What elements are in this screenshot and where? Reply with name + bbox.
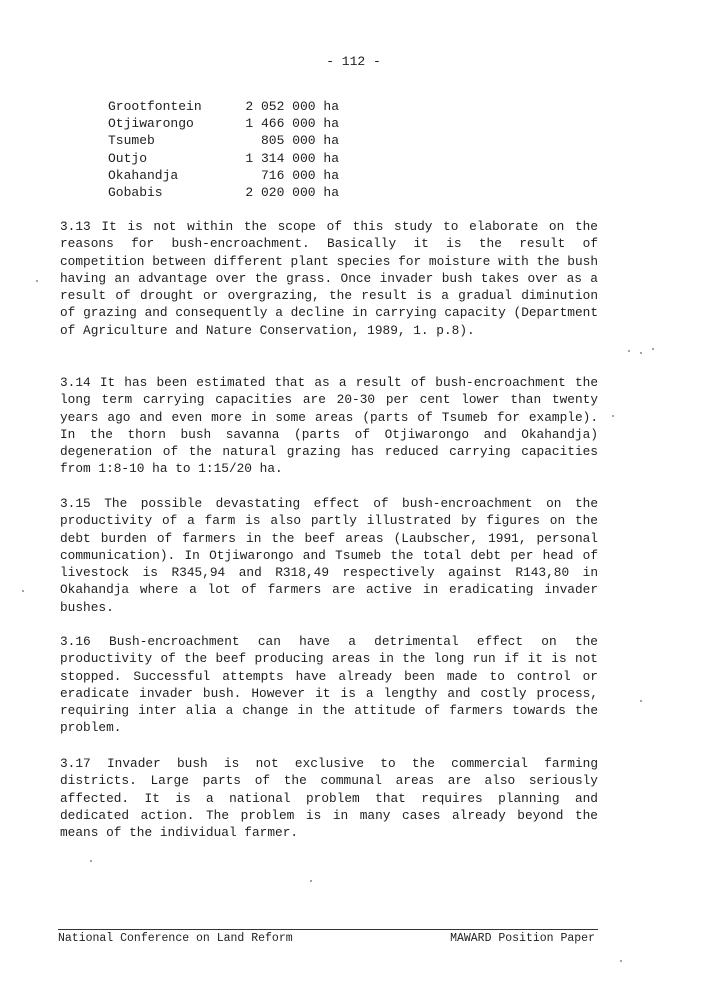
scan-speck [310,880,312,882]
scan-speck [90,860,92,862]
table-row [108,115,339,132]
page-number: - 112 - [326,54,381,69]
district-name: Otjiwarongo [108,116,194,132]
paragraph-3-17: 3.17 Invader bush is not exclusive to the commercial farming districts. Large parts of the communal areas are also seriously affected. It is a national problem that requires planning and dedicated action. The problem is in many cases already beyond the means of the individual farmer. [60,756,598,841]
paragraph-3-13: 3.13 It is not within the scope of this study to elaborate on the reasons for bush-encroachment. Basically it is the result of competition between different plant species for moisture with the bush having an advantage over the grass. Once invader bush takes over as a result of drought or overgrazing, the result is a gradual diminution of grazing and consequently a decline in carrying capacity (Department of Agriculture and Nature Conservation, 1989, 1. p.8). [60,219,598,338]
district-area: 1 466 000 ha [245,116,339,132]
district-area-table [108,98,339,201]
district-area: 2 052 000 ha [245,99,339,114]
table-row [108,132,339,149]
scan-speck [36,280,38,282]
district-area: 1 314 000 ha [245,150,339,166]
scan-speck [612,415,614,417]
table-row [108,167,339,184]
district-name: Okahandja [108,167,179,183]
scan-speck [652,348,654,350]
scan-speck [620,960,622,962]
district-area: 805 000 ha [260,133,339,149]
table-row [108,150,339,167]
paragraph-3-16: 3.16 Bush-encroachment can have a detrimental effect on the productivity of the beef producing areas in the long run if it is not stopped. Successful attempts have already been made to control or eradicate invader bush. However it is a lengthy and costly process, requiring inter alia a change in the attitude of farmers towards the problem. [60,634,598,736]
scan-speck [640,352,642,354]
footer-paper-title: MAWARD Position Paper [450,932,595,945]
scan-speck [22,590,24,592]
paragraph-3-14: 3.14 It has been estimated that as a result of bush-encroachment the long term carrying capacities are 20-30 per cent lower than twenty years ago and even more in some areas (parts of Tsumeb for example). In the thorn bush savanna (parts of Otjiwarongo and Okahandja) degeneration of the natural grazing has reduced carrying capacities from 1:8-10 ha to 1:15/20 ha. [60,375,598,477]
district-name: Gobabis [108,185,163,201]
district-name: Grootfontein [108,99,202,114]
table-row [108,98,339,115]
district-name: Tsumeb [108,133,155,149]
district-name: Outjo [108,150,148,166]
scan-speck [628,350,630,352]
district-area: 716 000 ha [260,167,339,183]
district-area: 2 020 000 ha [245,185,339,201]
table-row [108,184,339,201]
scan-speck [640,700,642,702]
footer-divider [58,929,598,930]
footer-conference-title: National Conference on Land Reform [58,932,293,945]
paragraph-3-15: 3.15 The possible devastating effect of bush-encroachment on the productivity of a farm is also partly illustrated by figures on the debt burden of farmers in the beef areas (Laubscher, 1991, personal communication). In Otjiwarongo and Tsumeb the total debt per head of livestock is R345,94 and R318,49 respectively against R143,80 in Okahandja where a lot of farmers are active in eradicating invader bushes. [60,496,598,615]
